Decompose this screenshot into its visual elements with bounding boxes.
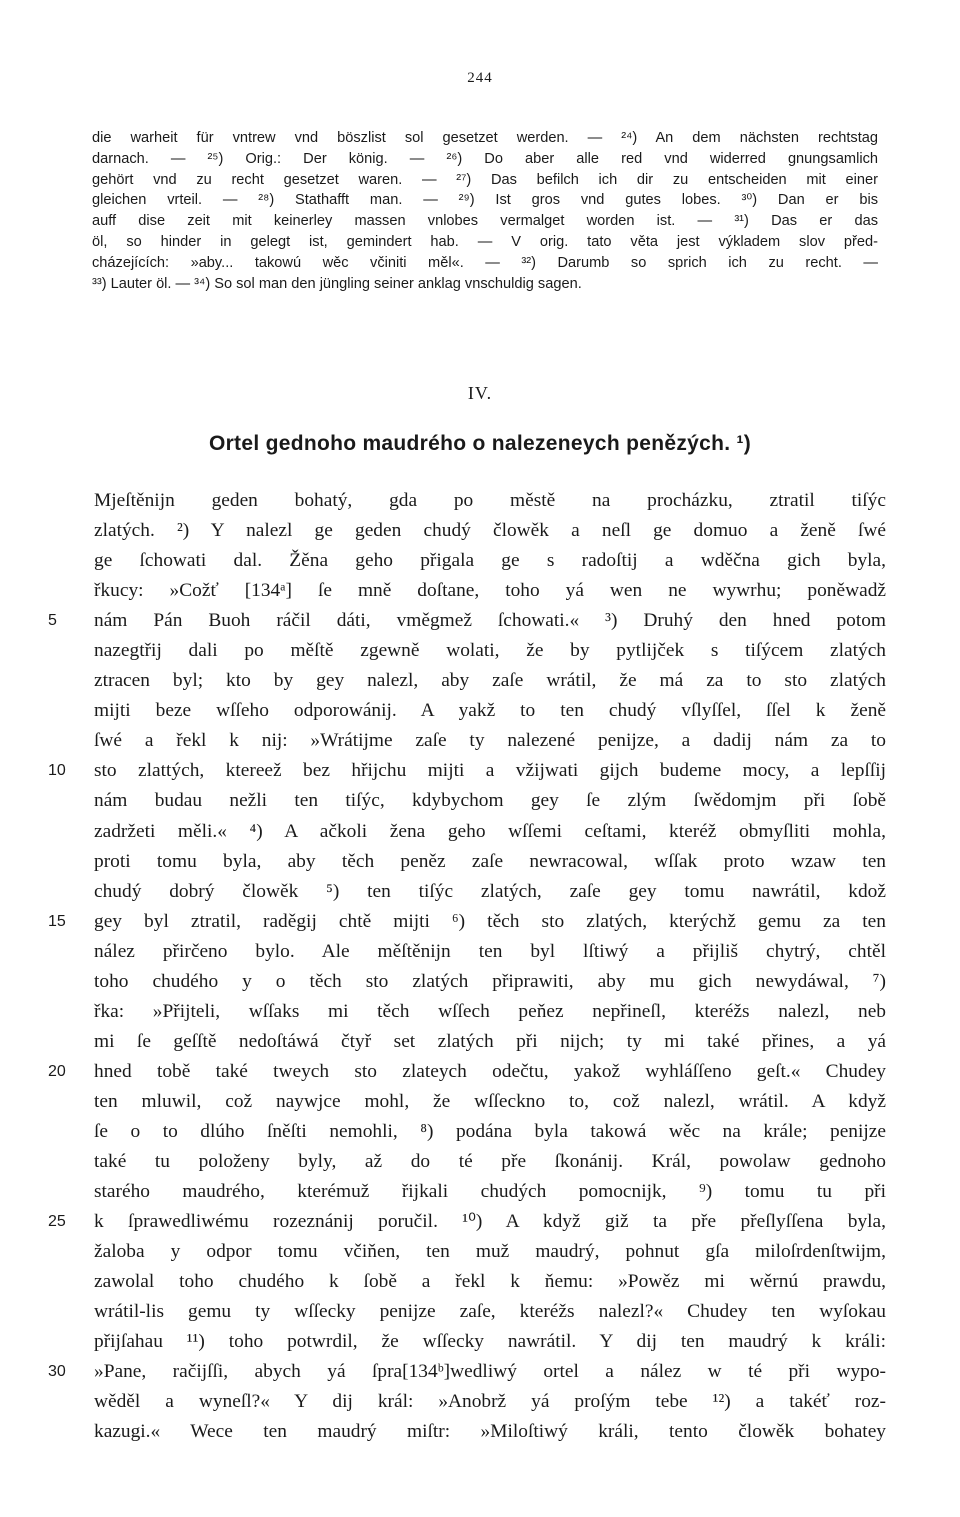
line-text: »Pane, račijſſi, abych yá ſpra[134ᵇ]wedliwý ortel a nález w té při wypo- bbox=[94, 1361, 886, 1383]
line-text: hned tobě také tweych sto zlateych odečtu, yakož wyhláſſeno geſt.« Chudey bbox=[94, 1060, 886, 1082]
line-text: nám budau nežli ten tiſýc, kdybychom gey ſe zlým ſwědomjm při ſobě bbox=[94, 790, 886, 812]
line-text: wrátil-lis gemu ty wſſecky penijze zaſe, kteréžs nalezl?« Chudey ten wyſokau bbox=[94, 1301, 886, 1323]
line-text: proti tomu byla, aby těch peněz zaſe newracowal, wſſak proto wzaw ten bbox=[94, 850, 886, 872]
footnote-line: öl, so hinder in gelegt ist, gemindert hab. — V orig. tato věta jest výkladem slov před- bbox=[92, 233, 878, 250]
line-text: wěděl a wyneſl?« Y dij král: »Anobrž yá proſým tebe ¹²) a takéť roz- bbox=[94, 1391, 886, 1413]
text-line bbox=[48, 907, 886, 937]
text-line bbox=[94, 1237, 886, 1267]
text-line bbox=[94, 847, 886, 877]
line-text: nazegtřij dali po měſtě zgewně wolati, že by pytlijček s tiſýcem zlatých bbox=[94, 640, 886, 662]
section-number: IV. bbox=[467, 383, 493, 403]
footnote-line: gleichen vrteil. — ²⁸) Stathafft man. — ²⁹) Ist gros vnd gutes lobes. ³⁰) Dan er bis bbox=[92, 192, 878, 209]
footnote-line: ³³) Lauter öl. — ³⁴) So sol man den jüngling seiner anklag vnschuldig sagen. bbox=[92, 275, 582, 292]
line-text: také tu položeny byly, až do té pře ſkonánij. Král, powolaw gednoho bbox=[94, 1151, 886, 1173]
text-line bbox=[94, 1087, 886, 1117]
line-number: 15 bbox=[48, 912, 66, 930]
line-text: řka: »Přijteli, wſſaks mi těch wſſech peňez nepřineſl, kteréžs nalezl, neb bbox=[94, 1000, 886, 1022]
line-number: 20 bbox=[48, 1062, 66, 1080]
text-line bbox=[94, 1417, 886, 1447]
text-line bbox=[94, 726, 886, 756]
line-text: přijſahau ¹¹) toho potwrdil, že wſſecky nawrátil. Y dij ten maudrý k králi: bbox=[94, 1331, 886, 1353]
line-text: kazugi.« Wece ten maudrý miſtr: »Miloſtiwý králi, tento člowěk bohatey bbox=[94, 1421, 886, 1443]
line-text: žaloba y odpor tomu včiňen, ten muž maudrý, pohnut gſa miloſrdenſtwijm, bbox=[94, 1241, 886, 1263]
line-number: 30 bbox=[48, 1363, 66, 1381]
text-line bbox=[94, 817, 886, 847]
page-number: 244 bbox=[467, 70, 493, 86]
line-text: k ſprawedliwému rozeznánij poručil. ¹⁰) A když giž ta pře přeſlyſſena byla, bbox=[94, 1211, 886, 1233]
text-line bbox=[94, 1177, 886, 1207]
line-text: starého maudrého, kterémuž řijkali chudých pomocnijk, ⁹) tomu tu při bbox=[94, 1181, 886, 1203]
text-line bbox=[94, 576, 886, 606]
line-text: nám Pán Buoh ráčil dáti, vměgmež ſchowati.« ³) Druhý den hned potom bbox=[94, 610, 886, 632]
footnote-line: cházejících: »aby... takowú wěc včiniti měl«. — ³²) Darumb so sprich ich zu recht. — bbox=[92, 254, 878, 271]
line-text: mijti beze wſſeho odporowánij. A yakž to ten chudý vſlyſſel, ſſel k ženě bbox=[94, 700, 886, 722]
text-line bbox=[94, 1387, 886, 1417]
line-text: mi ſe geſſtě nedoſtáwá čtyř set zlatých při nijch; ty mi také přines, a yá bbox=[94, 1030, 886, 1052]
line-text: ſe o to dlúho ſněſti nemohli, ⁸) podána byla takowá wěc na krále; penijze bbox=[94, 1120, 886, 1142]
line-number: 10 bbox=[48, 762, 66, 780]
footnote-line: auff dise zeit mit keinerley massen vnlobes vermalget worden ist. — ³¹) Das er das bbox=[92, 213, 878, 230]
line-text: sto zlattých, ktereež bez hřijchu mijti a vžijwati gijch budeme mocy, a lepſſij bbox=[94, 760, 886, 782]
text-line bbox=[94, 1267, 886, 1297]
text-line bbox=[94, 786, 886, 816]
line-text: řkucy: »Cožť [134ᵃ] ſe mně doſtane, toho yá wen ne wywrhu; poněwadž bbox=[94, 580, 886, 602]
text-line bbox=[94, 877, 886, 907]
text-line bbox=[48, 1057, 886, 1087]
text-line bbox=[48, 1207, 886, 1237]
text-line bbox=[94, 967, 886, 997]
line-text: nález přirčeno bylo. Ale měſtěnijn ten byl lſtiwý a přijliš chytrý, chtěl bbox=[94, 940, 886, 962]
footnote-line: darnach. — ²⁵) Orig.: Der könig. — ²⁶) Do aber alle red vnd widerred gnungsamlich bbox=[92, 150, 878, 167]
line-text: ztracen byl; kto by gey nalezl, aby zaſe wrátil, že má za to sto zlatých bbox=[94, 670, 886, 692]
text-line bbox=[94, 486, 886, 516]
text-line bbox=[94, 546, 886, 576]
text-line bbox=[94, 1117, 886, 1147]
text-line bbox=[94, 696, 886, 726]
text-line bbox=[94, 1027, 886, 1057]
line-text: ge ſchowati dal. Žěna geho přigala ge s radoſtij a wděčna gich byla, bbox=[94, 550, 886, 572]
body-text bbox=[48, 486, 886, 1448]
text-line bbox=[48, 606, 886, 636]
text-line bbox=[94, 1327, 886, 1357]
text-line bbox=[94, 666, 886, 696]
text-line bbox=[94, 1147, 886, 1177]
footnote-line: die warheit für vntrew vnd böszlist sol gesetzet werden. — ²⁴) An dem nächsten rechtstag bbox=[92, 130, 878, 146]
line-text: toho chudého y o těch sto zlatých připrawiti, aby mu gich newydáwal, ⁷) bbox=[94, 970, 886, 992]
text-line bbox=[48, 756, 886, 786]
line-text: zadržeti měli.« ⁴) A ačkoli žena geho wſſemi ceſtami, kteréž obmyſliti mohla, bbox=[94, 820, 886, 842]
line-text: zawolal toho chudého k ſobě a řekl k ňemu: »Powěz mi wěrnú prawdu, bbox=[94, 1271, 886, 1293]
line-text: chudý dobrý člowěk ⁵) ten tiſýc zlatých, zaſe gey tomu nawrátil, kdož bbox=[94, 880, 886, 902]
line-text: ſwé a řekl k nij: »Wrátijme zaſe ty nalezené penijze, a dadij nám za to bbox=[94, 730, 886, 752]
text-line bbox=[94, 516, 886, 546]
line-text: ten mluwil, což naywjce mohl, že wſſeckno to, což nalezl, wrátil. A když bbox=[94, 1090, 886, 1112]
text-line bbox=[48, 1357, 886, 1387]
line-number: 25 bbox=[48, 1213, 66, 1231]
footnote-line: gehört vnd zu recht gesetzet waren. — ²⁷) Das befilch ich dir zu entscheiden mit einer bbox=[92, 171, 878, 188]
line-text: gey byl ztratil, raděgij chtě mijti ⁶) těch sto zlatých, kterýchž gemu za ten bbox=[94, 910, 886, 932]
line-text: zlatých. ²) Y nalezl ge geden chudý člowěk a neſl ge domuo a ženě ſwé bbox=[94, 520, 886, 542]
text-line bbox=[94, 636, 886, 666]
line-number: 5 bbox=[48, 612, 57, 630]
line-text: Mjeſtěnijn geden bohatý, gda po městě na procházku, ztratil tiſýc bbox=[94, 490, 886, 511]
section-title: Ortel gednoho maudrého o nalezeneych penězých. ¹) bbox=[208, 432, 752, 455]
text-line bbox=[94, 997, 886, 1027]
footnotes-block bbox=[92, 128, 878, 294]
text-line bbox=[94, 1297, 886, 1327]
text-line bbox=[94, 937, 886, 967]
